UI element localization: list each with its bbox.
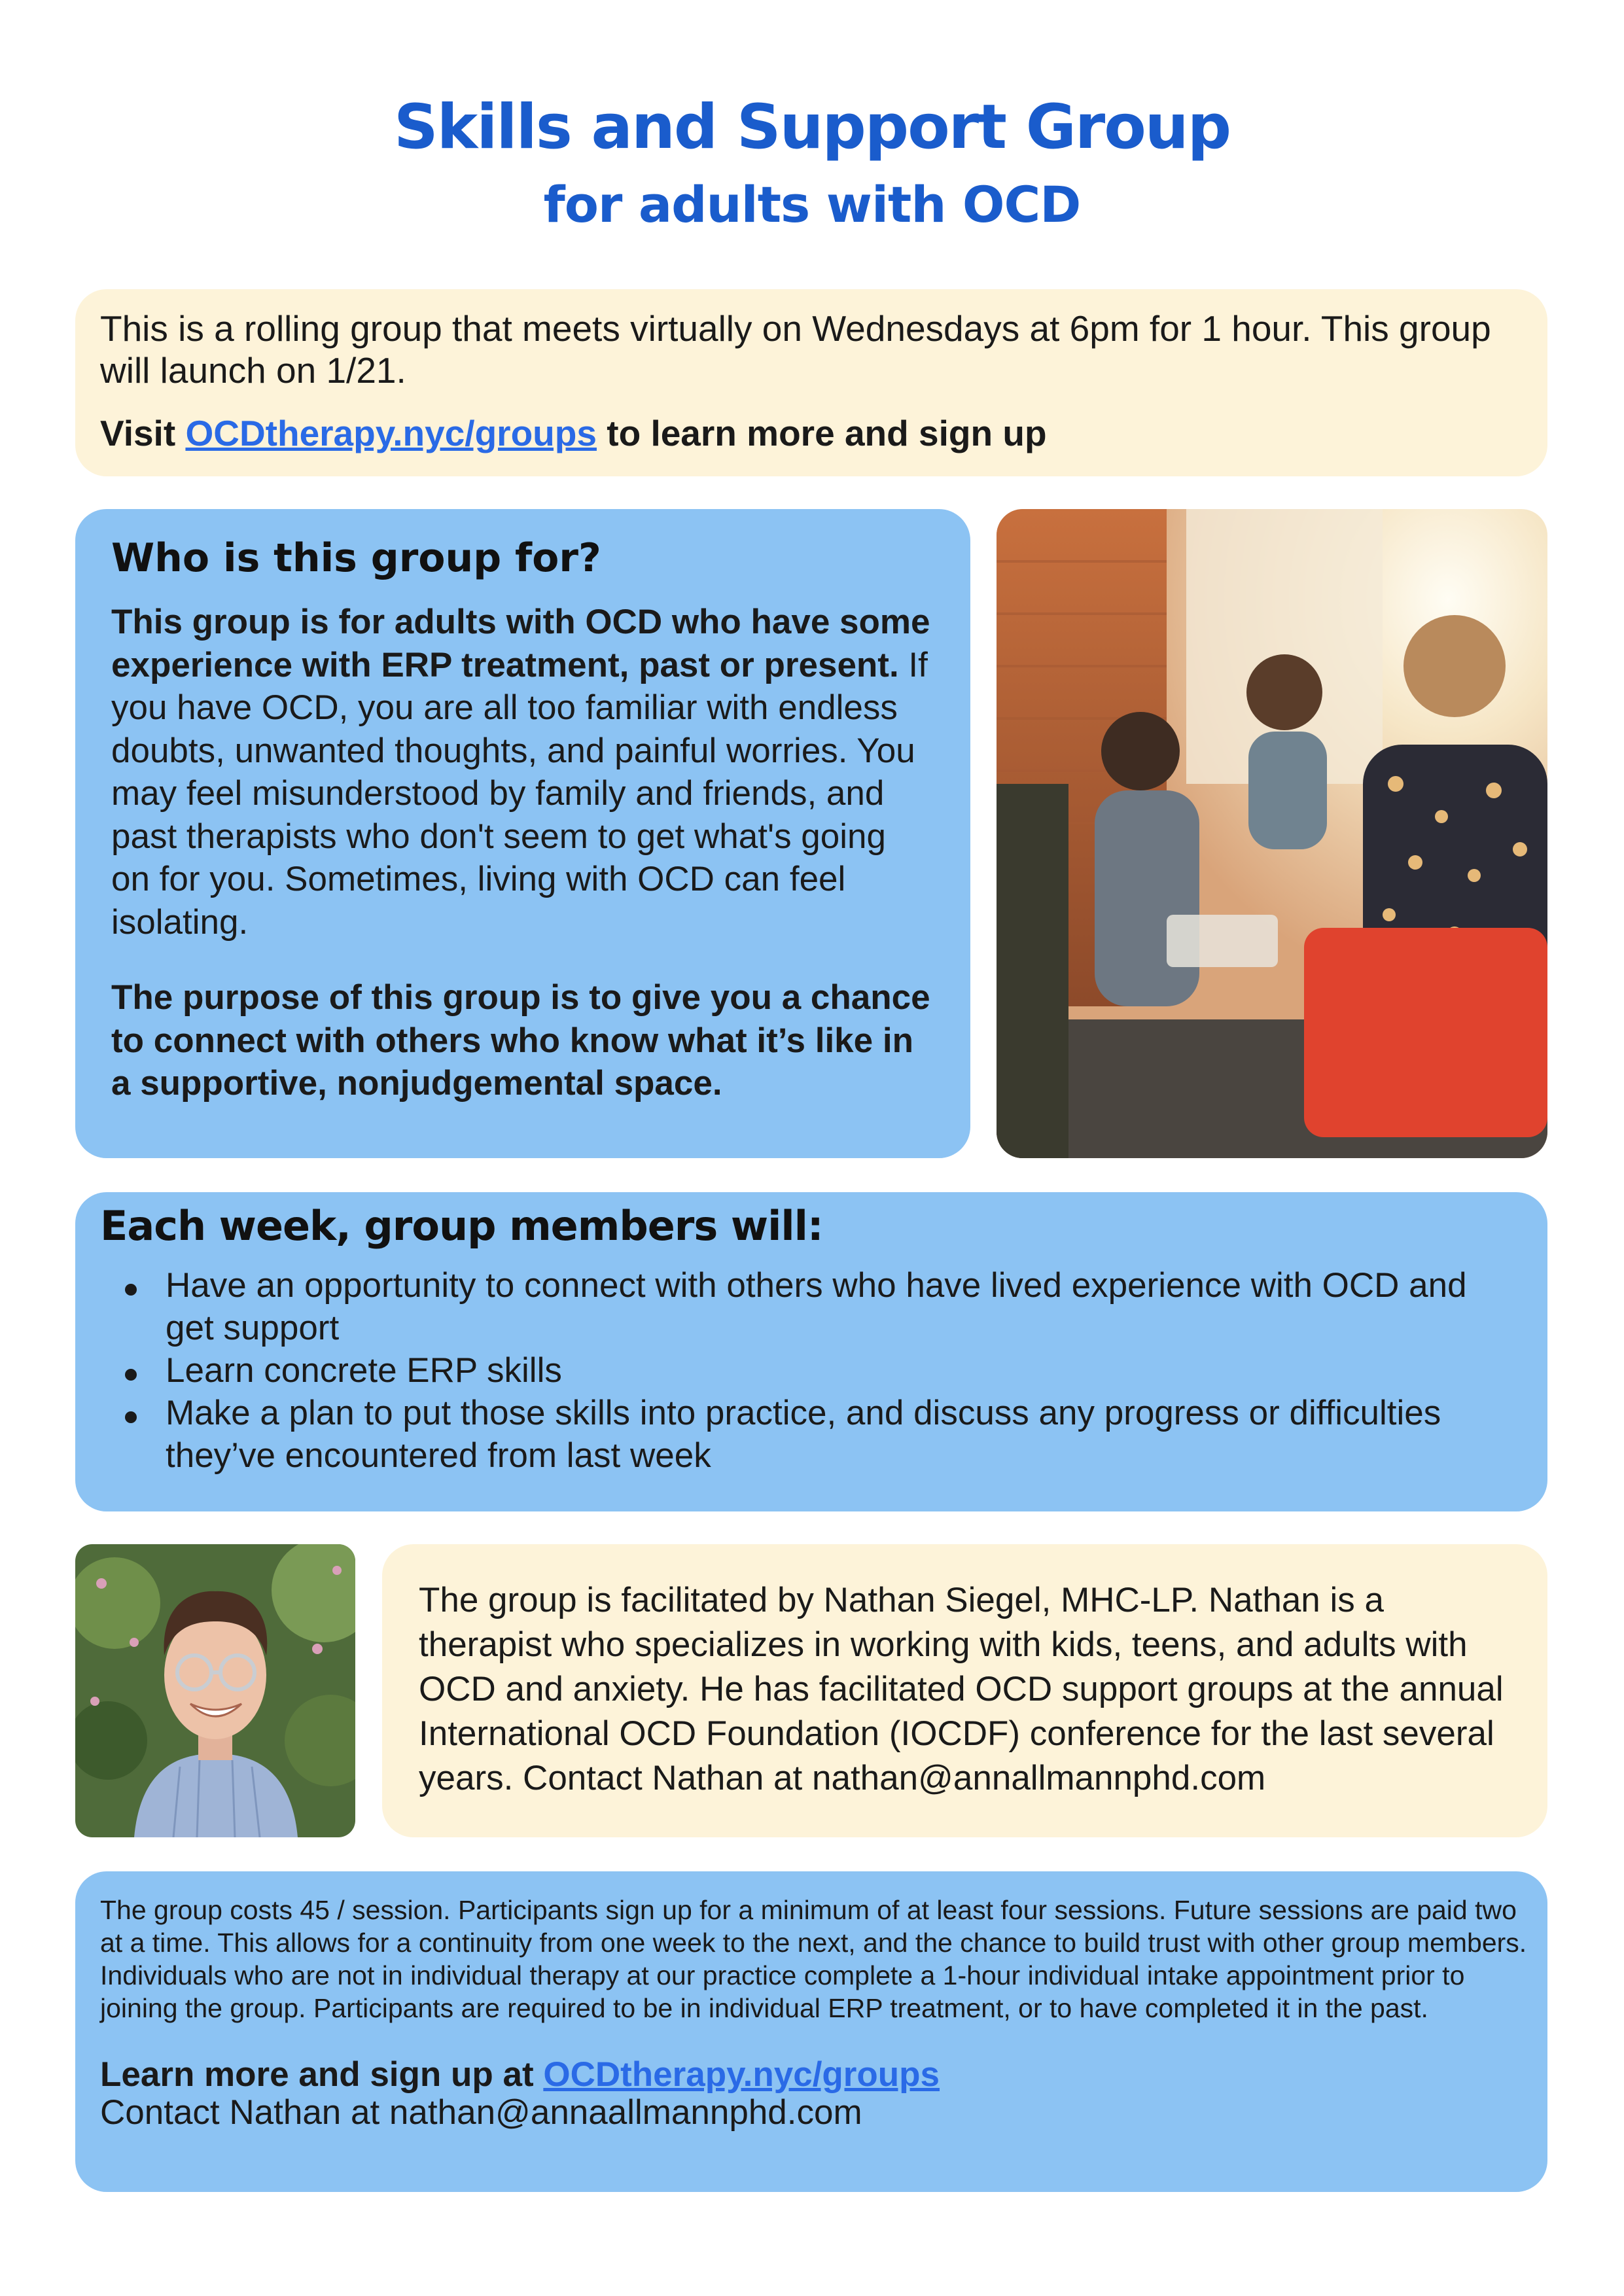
list-item-text: Learn concrete ERP skills bbox=[166, 1351, 562, 1390]
learn-more-prefix: Learn more and sign up at bbox=[100, 2055, 544, 2094]
facilitator-box bbox=[382, 1544, 1547, 1837]
contact-line: Contact Nathan at nathan@annaallmannphd.com bbox=[100, 2093, 862, 2132]
intro-cta-prefix: Visit bbox=[100, 413, 186, 453]
groups-link-footer[interactable]: OCDtherapy.nyc/groups bbox=[543, 2055, 940, 2094]
group-photo-illustration bbox=[997, 509, 1547, 1158]
weekly-box bbox=[75, 1192, 1547, 1511]
who-body bbox=[111, 601, 934, 944]
bullet-icon bbox=[125, 1284, 137, 1296]
learn-more bbox=[100, 2056, 1528, 2094]
list-item bbox=[166, 1392, 1521, 1477]
intro-cta-suffix: to learn more and sign up bbox=[596, 413, 1047, 453]
list-item-text: Have an opportunity to connect with others who have lived experience with OCD and get support bbox=[166, 1266, 1467, 1347]
facilitator-photo bbox=[75, 1544, 355, 1837]
bullet-icon bbox=[125, 1411, 137, 1423]
cost-text: The group costs 45 / session. Participants sign up for a minimum of at least four sessions. Future sessions are paid two at a time. This allows for a continuity from one week to the next, and the chance to build trust with other group members. Individuals who are not in individual therapy at our practice complete a 1-hour individual intake appointment prior to joining the group. Participants are required to be in individual ERP treatment, or to have completed it in the past. bbox=[100, 1895, 1527, 2023]
weekly-heading: Each week, group members will: bbox=[100, 1202, 823, 1250]
list-item-text: Make a plan to put those skills into practice, and discuss any progress or difficulties they’ve encountered from last week bbox=[166, 1394, 1441, 1475]
groups-link[interactable]: OCDtherapy.nyc/groups bbox=[185, 413, 597, 453]
facilitator-portrait bbox=[75, 1544, 355, 1837]
who-purpose: The purpose of this group is to give you a chance to connect with others who know what it’s like in a supportive, nonjudgemental space. bbox=[111, 978, 930, 1103]
page-subtitle: for adults with OCD bbox=[543, 175, 1081, 234]
intro-box bbox=[75, 289, 1547, 476]
who-lead: This group is for adults with OCD who have some experience with ERP treatment, past or present. bbox=[111, 603, 930, 684]
intro-text: This is a rolling group that meets virtually on Wednesdays at 6pm for 1 hour. This group will launch on 1/21. bbox=[100, 308, 1491, 391]
who-box bbox=[75, 509, 970, 1158]
group-photo bbox=[997, 509, 1547, 1158]
weekly-list bbox=[100, 1264, 1521, 1477]
who-body-text: If you have OCD, you are all too familiar with endless doubts, unwanted thoughts, and painful worries. You may feel misunderstood by family and friends, and past therapists who don't seem to get what's going on for you. Sometimes, living with OCD can feel isolating. bbox=[111, 645, 928, 942]
page-title: Skills and Support Group bbox=[393, 92, 1230, 163]
cost-box bbox=[75, 1871, 1547, 2192]
who-heading: Who is this group for? bbox=[111, 535, 601, 581]
facilitator-text: The group is facilitated by Nathan Siegel, MHC-LP. Nathan is a therapist who specializes in working with kids, teens, and adults with OCD and anxiety. He has facilitated OCD support groups at the annual International OCD Foundation (IOCDF) conference for the last several years. Contact Nathan at nathan@annallmannphd.com bbox=[419, 1581, 1504, 1797]
list-item bbox=[166, 1349, 1521, 1392]
bullet-icon bbox=[125, 1369, 137, 1381]
list-item bbox=[166, 1264, 1521, 1349]
intro-cta bbox=[100, 412, 1523, 454]
